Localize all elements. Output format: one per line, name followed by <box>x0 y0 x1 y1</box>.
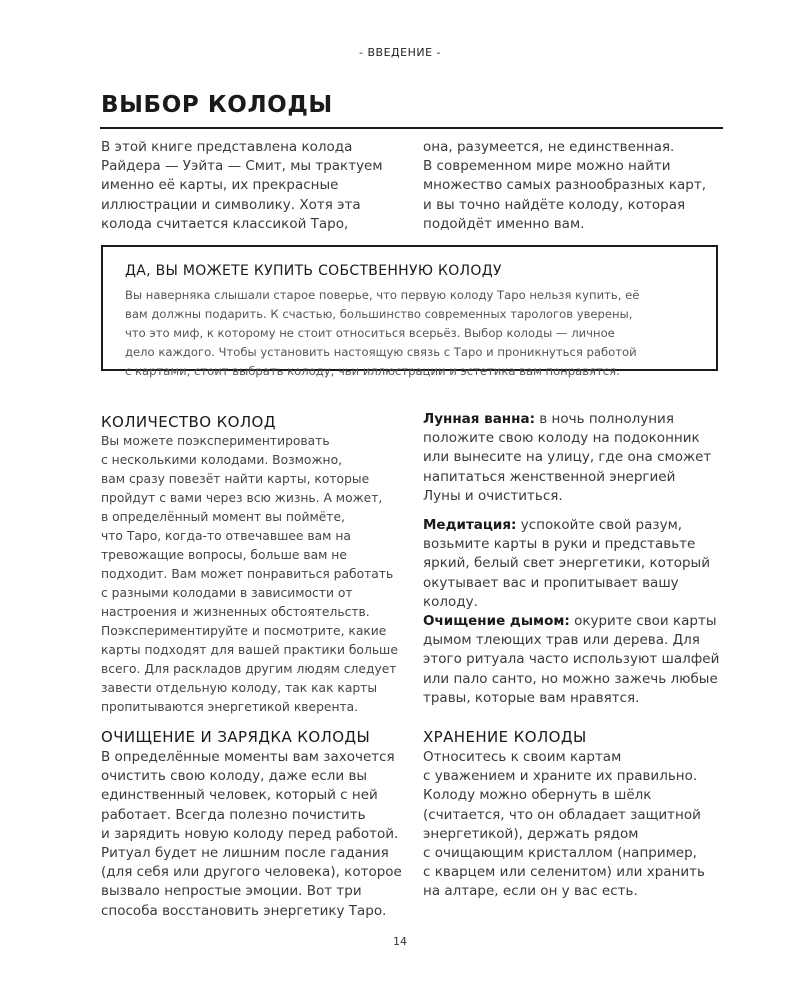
method-moon-term: Лунная ванна: <box>423 411 535 427</box>
method-smoke-term: Очищение дымом: <box>423 613 570 629</box>
section-heading-storage: ХРАНЕНИЕ КОЛОДЫ <box>423 728 587 746</box>
running-head: - ВВЕДЕНИЕ - <box>359 46 441 59</box>
method-moon-text: в ночь полнолуния положите свою колоду на подоконник или вынесите на улицу, где она сможет напитаться женственной энергией Луны и очиститься. <box>423 411 712 504</box>
method-meditation <box>423 516 733 612</box>
page-number: 14 <box>393 935 407 948</box>
section-body-count: Вы можете поэкспериментировать с несколькими колодами. Возможно, вам сразу повезёт найти карты, которые пройдут с вами через всю жизнь. А может, в определённый момент вы поймёте, что Таро, когда-то отвечавшее вам на тревожащие вопросы, больше вам не подходит. Вам может понравиться работать с разными колодами в зависимости от настроения и жизненных обстоятельств. Поэкспериментируйте и посмотрите, какие карты подходят для вашей практики больше всего. Для раскладов другим людям следует завести отдельную колоду, так как карты пропитываются энергетикой кверента. <box>101 434 398 714</box>
section-body-cleansing: В определённые моменты вам захочется очистить свою колоду, даже если вы единственный человек, который с ней работает. Всегда полезно почистить и зарядить новую колоду перед работой. Ритуал будет не лишним после гадания (для себя или другого человека), которое вызвало непростые эмоции. Вот три способа восстановить энергетику Таро. <box>101 749 402 919</box>
callout-title: ДА, ВЫ МОЖЕТЕ КУПИТЬ СОБСТВЕННУЮ КОЛОДУ <box>125 263 502 279</box>
callout-box <box>101 245 718 378</box>
method-meditation-term: Медитация: <box>423 517 517 533</box>
section-heading-cleansing: ОЧИЩЕНИЕ И ЗАРЯДКА КОЛОДЫ <box>101 728 371 746</box>
method-smoke <box>423 612 733 708</box>
title-rule <box>100 127 723 129</box>
section-heading-count: КОЛИЧЕСТВО КОЛОД <box>101 413 276 431</box>
method-meditation-text: успокойте свой разум, возьмите карты в руки и представьте яркий, белый свет энергетики, который окутывает вас и пропитывает вашу колоду. <box>423 517 710 610</box>
intro-left-column: В этой книге представлена колода Райдера — Уэйта — Смит, мы трактуем именно её карты, их прекрасные иллюстрации и символику. Хотя эта колода считается классикой Таро, <box>101 139 383 232</box>
callout-body: Вы наверняка слышали старое поверье, что первую колоду Таро нельзя купить, её вам должны подарить. К счастью, большинство современных тарологов уверены, что это миф, к которому не стоит относиться всерьёз. Выбор колоды — личное дело каждого. Чтобы установить настоящую связь с Таро и проникнуться работой с картами, стоит выбрать колоду, чьи иллюстрации и эстетика вам понравятся. <box>125 288 640 378</box>
page-title: ВЫБОР КОЛОДЫ <box>101 92 333 118</box>
method-moon-bath <box>423 410 733 506</box>
section-body-storage: Относитесь к своим картам с уважением и храните их правильно. Колоду можно обернуть в шёлк (считается, что он обладает защитной энергетикой), держать рядом с очищающим кристаллом (например, с кварцем или селенитом) или хранить на алтаре, если он у вас есть. <box>423 749 705 900</box>
method-smoke-text: окурите свои карты дымом тлеющих трав или дерева. Для этого ритуала часто используют шалфей или пало санто, но можно зажечь любые травы, которые вам нравятся. <box>423 613 720 706</box>
intro-right-column: она, разумеется, не единственная. В современном мире можно найти множество самых разнообразных карт, и вы точно найдёте колоду, которая подойдёт именно вам. <box>423 139 706 232</box>
